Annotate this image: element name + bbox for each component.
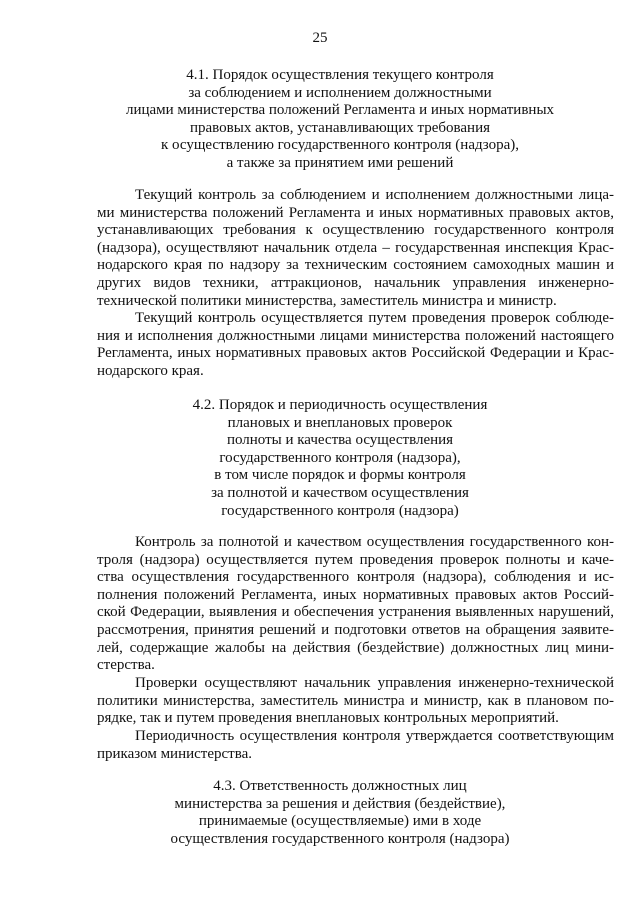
section-4-2-paragraph-3 — [97, 728, 614, 763]
heading-line: за соблюдением и исполнением должностными — [188, 84, 492, 101]
paragraph-line: устанавливающих требования к осуществлению государственного контроля — [97, 222, 614, 239]
heading-line: 4.3. Ответственность должностных лиц — [213, 778, 467, 794]
paragraph-line: рассмотрения, принятия решений и подготовки ответов на обращения заявите- — [97, 621, 614, 638]
heading-line: а также за принятием ими решений — [226, 154, 454, 171]
paragraph-line: троля (надзора) осуществляется путем проведения проверок полноты и каче- — [97, 551, 614, 568]
section-4-1-paragraph-1 — [97, 187, 614, 310]
paragraph-line: приказом министерства. — [97, 745, 253, 762]
heading-line: полноты и качества осуществления — [226, 432, 454, 449]
paragraph-line: ской Федерации, выявления и обеспечения устранения выявленных нарушений, — [97, 604, 614, 621]
paragraph-line: стерства. — [97, 657, 155, 674]
paragraph-line: Контроль за полнотой и качеством осуществления государственного кон- — [135, 534, 614, 550]
section-4-1-heading — [40, 67, 640, 173]
heading-line: 4.2. Порядок и периодичность осуществления — [192, 397, 488, 413]
heading-line: 4.1. Порядок осуществления текущего контроля — [186, 67, 494, 83]
paragraph-line: ства осуществления государственного контроля (надзора), соблюдения и ис- — [97, 569, 614, 586]
heading-line: к осуществлению государственного контроля (надзора), — [160, 137, 520, 154]
section-4-2-heading — [40, 397, 640, 520]
paragraph-line: лей, содержащие жалобы на действия (бездействие) должностных лиц мини- — [97, 639, 614, 656]
heading-line: правовых актов, устанавливающих требования — [190, 119, 490, 136]
paragraph-line: Периодичность осуществления контроля утверждается соответствующим — [135, 728, 614, 744]
paragraph-line: Текущий контроль осуществляется путем проведения проверок соблюде- — [135, 310, 614, 326]
paragraph-line: Текущий контроль за соблюдением и исполнением должностными лица- — [135, 187, 614, 203]
paragraph-line: ми министерства положений Регламента и иных нормативных правовых актов, — [97, 204, 614, 221]
heading-line: принимаемые (осуществляемые) ими в ходе — [198, 813, 482, 830]
paragraph-line: нодарского края. — [97, 362, 204, 379]
paragraph-line: Проверки осуществляют начальник управления инженерно-технической — [135, 675, 614, 691]
heading-line: в том числе порядок и формы контроля — [214, 467, 466, 484]
paragraph-line: политики министерства, заместитель министра и министр, как в плановом по- — [97, 692, 614, 709]
heading-line: за полнотой и качеством осуществления — [211, 484, 469, 501]
paragraph-line: других видов техники, аттракционов, начальник управления инженерно- — [97, 274, 614, 291]
paragraph-line: полнения положений Регламента, иных нормативных правовых актов Россий- — [97, 586, 614, 603]
heading-line: лицами министерства положений Регламента и иных нормативных — [125, 102, 555, 119]
heading-line: министерства за решения и действия (бездействие), — [174, 795, 506, 812]
paragraph-line: ния и исполнения должностными лицами министерства положений настоящего — [97, 327, 614, 344]
section-4-2-paragraph-1 — [97, 534, 614, 675]
paragraph-line: (надзора), осуществляют начальник отдела – государственная инспекция Крас- — [97, 239, 614, 256]
paragraph-line: рядке, так и путем проведения внеплановых контрольных мероприятий. — [97, 710, 559, 727]
heading-line: государственного контроля (надзора) — [221, 502, 459, 519]
paragraph-line: Регламента, иных нормативных правовых актов Российской Федерации и Крас- — [97, 345, 614, 362]
page-number: 25 — [312, 30, 328, 46]
paragraph-line: нодарского края по надзору за техническим состоянием самоходных машин и — [97, 257, 614, 274]
heading-line: плановых и внеплановых проверок — [227, 414, 453, 431]
heading-line: осуществления государственного контроля (надзора) — [170, 830, 510, 847]
heading-line: государственного контроля (надзора), — [219, 449, 461, 466]
section-4-3-heading — [40, 778, 640, 848]
section-4-2-paragraph-2 — [97, 675, 614, 728]
section-4-1-paragraph-2 — [97, 310, 614, 380]
paragraph-line: технической политики министерства, заместитель министра и министр. — [97, 292, 557, 309]
